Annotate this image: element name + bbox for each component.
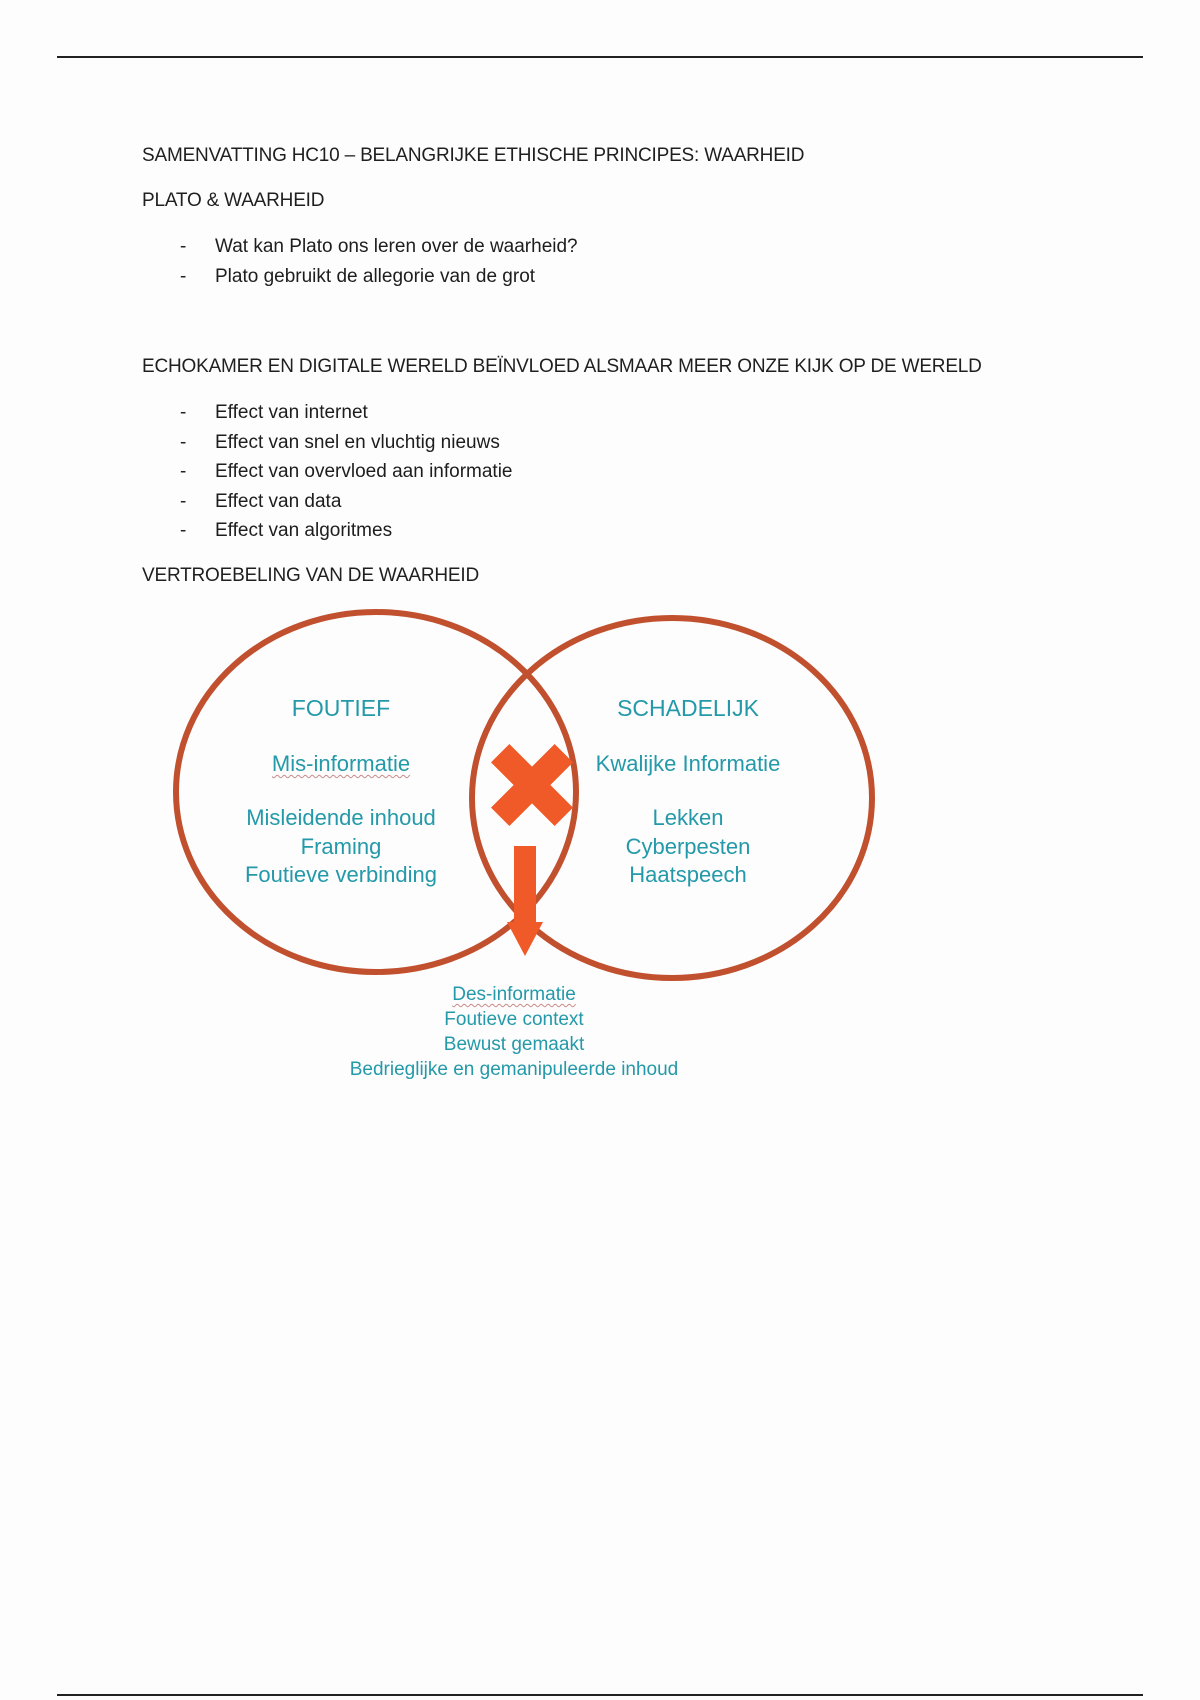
list-item: - Effect van snel en vluchtig nieuws: [180, 428, 513, 458]
schadelijk-title: SCHADELIJK: [617, 695, 759, 721]
foutief-line: Foutieve verbinding: [244, 862, 438, 887]
page-title: SAMENVATTING HC10 – BELANGRIJKE ETHISCHE PRINCIPES: WAARHEID: [142, 145, 805, 166]
bullet-dash: -: [180, 520, 187, 541]
bullet-dash: -: [180, 431, 187, 453]
section-heading-echokamer: ECHOKAMER EN DIGITALE WERELD BEÏNVLOED ALSMAAR MEER ONZE KIJK OP DE WERELD: [142, 356, 982, 377]
bullet-dash: -: [180, 461, 187, 482]
bullet-dash: -: [180, 265, 187, 287]
footer-rule: [57, 1694, 1143, 1696]
section-heading-vertroebeling: VERTROEBELING VAN DE WAARHEID: [142, 565, 479, 586]
des-informatie-line: Foutieve context: [444, 1009, 584, 1030]
des-informatie-line: Bedrieglijke en gemanipuleerde inhoud: [349, 1059, 679, 1080]
list-item: - Effect van overvloed aan informatie: [180, 457, 513, 487]
bullet-dash: -: [180, 236, 187, 257]
des-informatie-label: Des-informatie: [452, 984, 576, 1005]
schadelijk-line: Cyberpesten: [625, 834, 751, 859]
foutief-line: Framing: [300, 834, 382, 859]
bullet-dash: -: [180, 490, 187, 512]
foutief-title: FOUTIEF: [291, 695, 391, 721]
mis-informatie-label: Mis-informatie: [271, 751, 411, 776]
section-heading-plato: PLATO & WAARHEID: [142, 190, 325, 211]
list-item: - Effect van algoritmes: [180, 516, 513, 546]
list-item: - Plato gebruikt de allegorie van de grot: [180, 262, 578, 292]
list-item: - Effect van internet: [180, 398, 513, 428]
schadelijk-line: Haatspeech: [629, 862, 747, 887]
kwalijke-informatie-label: Kwalijke Informatie: [595, 751, 781, 776]
bullet-dash: -: [180, 402, 187, 423]
schadelijk-line: Lekken: [652, 805, 724, 830]
list-item: - Effect van data: [180, 487, 513, 517]
foutief-line: Misleidende inhoud: [246, 805, 436, 830]
des-informatie-line: Bewust gemaakt: [443, 1034, 585, 1055]
list-item: - Wat kan Plato ons leren over de waarheid?: [180, 232, 578, 262]
